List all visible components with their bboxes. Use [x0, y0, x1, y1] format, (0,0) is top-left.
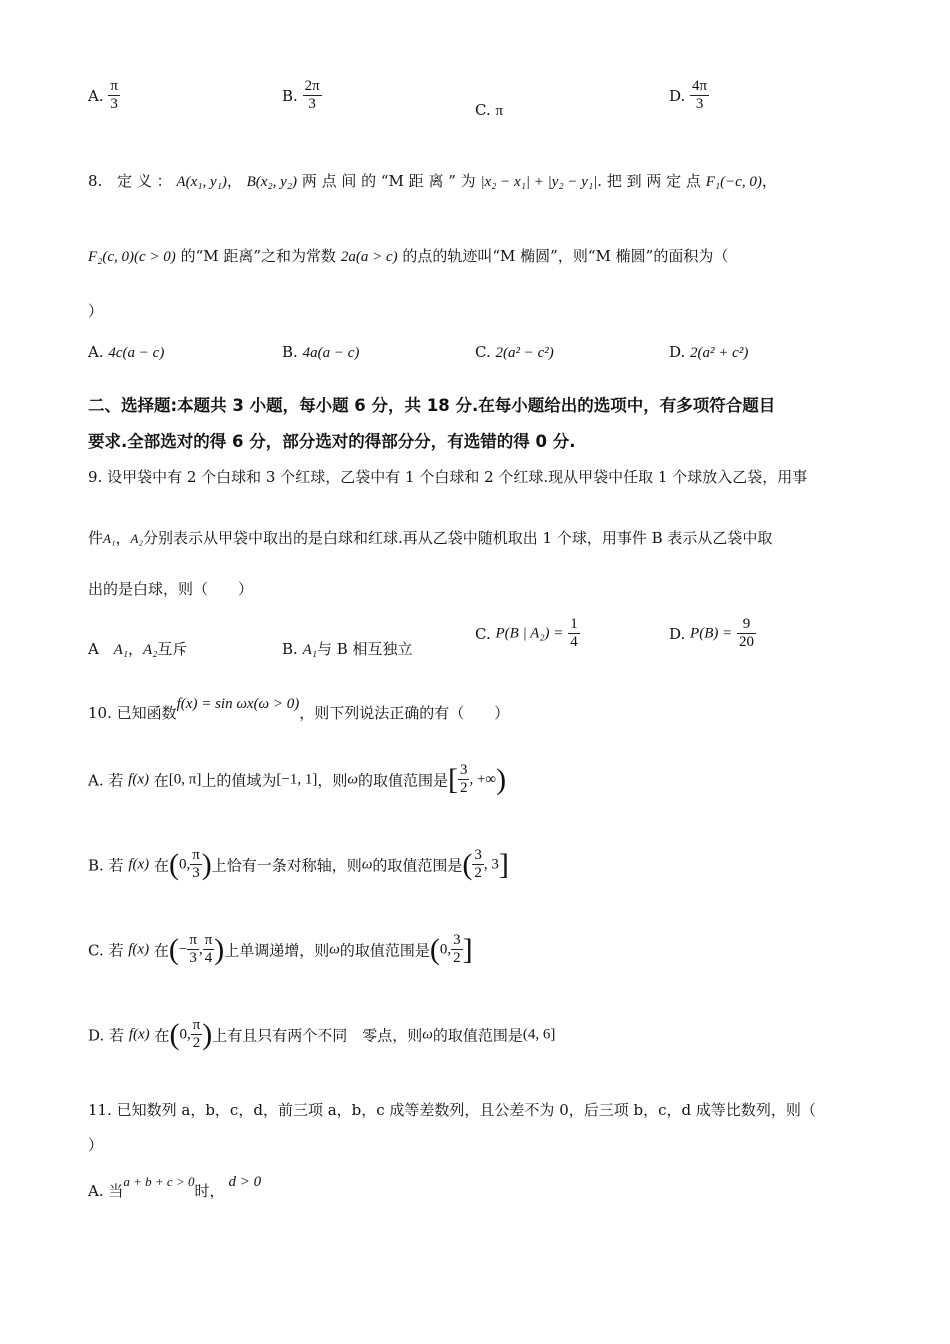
fraction: $\frac{\pi}{4}$ [204, 932, 213, 967]
q8-option-b: B. 4a(a − c) [282, 343, 360, 361]
q10-stem: 10. 已知函数f(x) = sin ωx(ω > 0)，则下列说法正确的有（ ） [88, 696, 510, 722]
q10-option-c: C. 若 f(x) 在(− $\frac{\pi}{3}$ , $\frac{\pi}{4}$ )上单调递增，则ω的取值范围是(0, $\frac{3}{2}$ ] [88, 932, 473, 967]
q7-option-d [669, 78, 709, 114]
q9-option-a: A A₁，A₂互斥 [88, 640, 188, 658]
q7-option-b [282, 78, 322, 114]
event-a1: A₁ [103, 531, 116, 546]
fraction: $\frac{4\pi}{3}$ [692, 78, 708, 113]
point-a: A(x₁, y₁) [176, 174, 227, 190]
focus-f1: F₁(−c, 0) [705, 174, 762, 190]
q9-option-c: C. P(B | A₂) = $\frac{1}{4}$ [475, 616, 578, 651]
fraction: $\frac{\pi}{3}$ [189, 932, 197, 967]
fraction: $\frac{\pi}{3}$ [110, 78, 118, 113]
q9-line1: 9. 设甲袋中有 2 个白球和 3 个红球，乙袋中有 1 个白球和 2 个红球.现从甲袋中任取 1 个球放入乙袋，用事 [88, 468, 808, 486]
q11-line2: ） [88, 1136, 104, 1154]
distance-formula: |x₂ − x₁| + |y₂ − y₁| [480, 174, 598, 190]
event-a2: A₂ [130, 531, 143, 546]
fraction: $\frac{2\pi}{3}$ [304, 78, 320, 113]
fraction: $\frac{\pi}{2}$ [192, 1017, 201, 1052]
fraction: $\frac{3}{2}$ [459, 762, 468, 797]
q10-option-b: B. 若 f(x) 在(0, $\frac{\pi}{3}$ )上恰有一条对称轴，则ω的取值范围是( $\frac{3}{2}$ , 3] [88, 847, 509, 882]
section-title-line2: 要求.全部选对的得 6 分，部分选对的得部分分，有选错的得 0 分. [88, 432, 576, 451]
q11-option-a: A. 当a + b + c > 0时， d > 0 [88, 1174, 262, 1200]
fraction: $\frac{1}{4}$ [570, 616, 578, 651]
fraction: $\frac{3}{2}$ [474, 847, 482, 882]
q8-option-d: D. 2(a² + c²) [669, 343, 749, 361]
q9-option-d: D. P(B) = $\frac{9}{20}$ [669, 616, 755, 651]
question-number: 8. [88, 172, 103, 190]
q8-line2: F₂(c, 0)(c > 0) 的“M 距离”之和为常数 2a(a > c) 的点的轨迹叫“M 椭圆”，则“M 椭圆”的面积为（ [88, 247, 729, 265]
q8-option-a: A. 4c(a − c) [88, 343, 165, 361]
q9-option-b: B. A₁与 B 相互独立 [282, 640, 413, 658]
q7-option-a [88, 78, 120, 114]
point-b: B(x₂, y₂) [246, 174, 298, 190]
fraction: $\frac{\pi}{3}$ [192, 847, 200, 882]
q8-line1: 8. 定 义 ： A(x₁, y₁)， B(x₂, y₂) 两 点 间 的 “M 距 离 ” 为 |x₂ − x₁| + |y₂ − y₁|. 把 到 两 定 点 F₁(−c, 0)， [88, 172, 777, 190]
q10-option-d: D. 若 f(x) 在(0, $\frac{\pi}{2}$ )上有且只有两个不同 零点，则ω的取值范围是(4, 6] [88, 1017, 556, 1052]
option-label: D. [669, 86, 686, 105]
fraction: $\frac{9}{20}$ [739, 616, 755, 651]
focus-f2: F₂(c, 0)(c > 0) [88, 249, 176, 265]
q10-option-a: A. 若 f(x) 在[0, π]上的值域为[−1, 1]，则ω的取值范围是[ $\frac{3}{2}$ , +∞) [88, 762, 507, 797]
q7-option-c [475, 101, 503, 120]
function-def: f(x) = sin ωx(ω > 0) [176, 696, 300, 712]
fraction: $\frac{3}{2}$ [453, 932, 461, 967]
q9-line2: 件A₁，A₂分别表示从甲袋中取出的是白球和红球.再从乙袋中随机取出 1 个球，用事件 B 表示从乙袋中取 [88, 529, 773, 547]
q11-line1: 11. 已知数列 a，b，c，d，前三项 a，b，c 成等差数列，且公差不为 0，后三项 b，c，d 成等比数列，则（ [88, 1101, 816, 1119]
section-title-line1: 二、选择题:本题共 3 小题，每小题 6 分，共 18 分.在每小题给出的选项中，有多项符合题目 [88, 396, 776, 415]
q8-line3: ） [88, 302, 104, 320]
option-label: C. [475, 101, 491, 119]
option-label: A. [88, 86, 104, 105]
q8-option-c: C. 2(a² − c²) [475, 343, 554, 361]
option-label: B. [282, 86, 298, 105]
constant: 2a(a > c) [340, 249, 398, 265]
q9-line3: 出的是白球，则（ ） [88, 580, 254, 598]
option-value: π [495, 103, 504, 119]
